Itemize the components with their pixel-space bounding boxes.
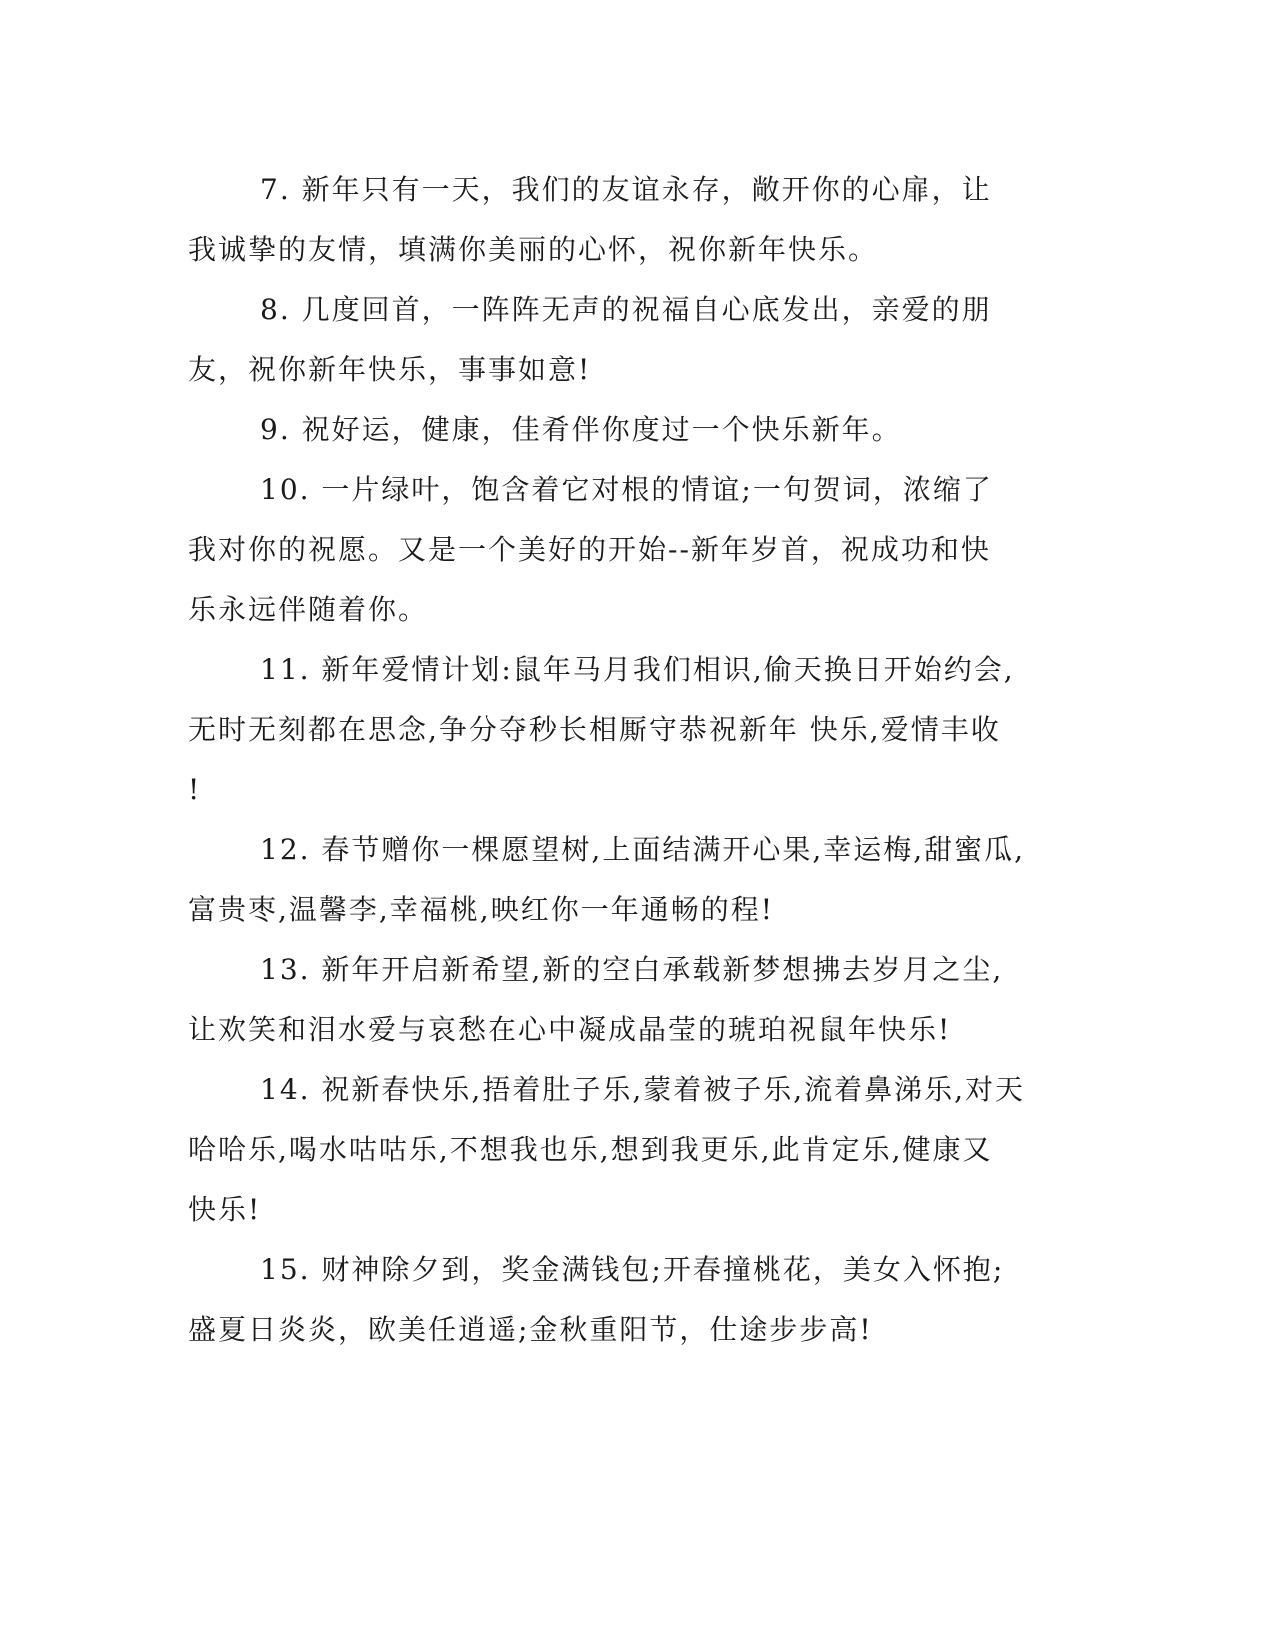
paragraph-8	[188, 280, 1068, 400]
paragraph-9	[188, 400, 1068, 460]
document-body	[188, 160, 1068, 1360]
paragraph-7	[188, 160, 1068, 280]
paragraph-line: 盛夏日炎炎，欧美任逍遥;金秋重阳节，仕途步步高!	[188, 1313, 873, 1346]
paragraph-line: !	[188, 773, 202, 806]
paragraph-line: 13. 新年开启新希望,新的空白承载新梦想拂去岁月之尘,	[260, 953, 1004, 986]
paragraph-13	[188, 940, 1068, 1060]
paragraph-15	[188, 1240, 1068, 1360]
paragraph-line: 我对你的祝愿。又是一个美好的开始--新年岁首，祝成功和快	[188, 533, 991, 566]
paragraph-line: 快乐!	[188, 1193, 262, 1226]
paragraph-line: 哈哈乐,喝水咕咕乐,不想我也乐,想到我更乐,此肯定乐,健康又	[188, 1133, 993, 1166]
paragraph-line: 12. 春节赠你一棵愿望树,上面结满开心果,幸运梅,甜蜜瓜,	[260, 833, 1026, 866]
paragraph-line: 让欢笑和泪水爱与哀愁在心中凝成晶莹的琥珀祝鼠年快乐!	[188, 1013, 952, 1046]
paragraph-line: 我诚挚的友情，填满你美丽的心怀，祝你新年快乐。	[188, 233, 879, 266]
paragraph-line: 富贵枣,温馨李,幸福桃,映红你一年通畅的程!	[188, 893, 774, 926]
paragraph-line: 7. 新年只有一天，我们的友谊永存，敞开你的心扉，让	[260, 173, 992, 206]
paragraph-14	[188, 1060, 1068, 1240]
paragraph-11	[188, 640, 1068, 820]
paragraph-10	[188, 460, 1068, 640]
paragraph-line: 14. 祝新春快乐,捂着肚子乐,蒙着被子乐,流着鼻涕乐,对天	[260, 1073, 1026, 1106]
paragraph-line: 11. 新年爱情计划:鼠年马月我们相识,偷天换日开始约会,	[260, 653, 1015, 686]
paragraph-line: 8. 几度回首，一阵阵无声的祝福自心底发出，亲爱的朋	[260, 293, 992, 326]
paragraph-line: 乐永远伴随着你。	[188, 593, 429, 626]
paragraph-line: 10. 一片绿叶，饱含着它对根的情谊;一句贺词，浓缩了	[260, 473, 993, 506]
paragraph-line: 9. 祝好运，健康，佳肴伴你度过一个快乐新年。	[260, 413, 902, 446]
paragraph-line: 15. 财神除夕到，奖金满钱包;开春撞桃花，美女入怀抱;	[260, 1253, 1005, 1286]
paragraph-12	[188, 820, 1068, 940]
paragraph-line: 友，祝你新年快乐，事事如意!	[188, 353, 592, 386]
paragraph-line: 无时无刻都在思念,争分夺秒长相厮守恭祝新年 快乐,爱情丰收	[188, 713, 1001, 746]
